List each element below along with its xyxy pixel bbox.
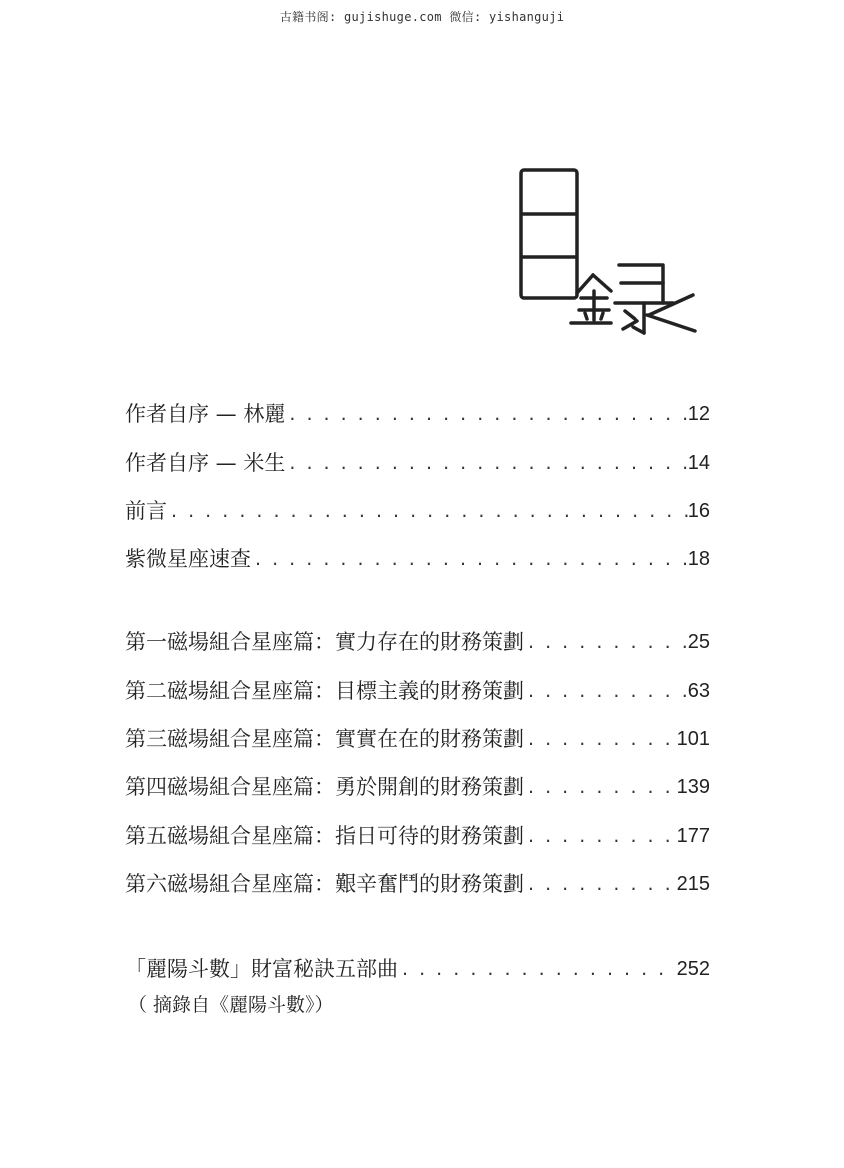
toc-entry-subnote: （ 摘錄自《麗陽斗數》） <box>128 994 334 1016</box>
toc-leader-dots <box>285 449 687 477</box>
toc-entry-title: 紫微星座速查 <box>125 547 251 571</box>
toc-leader-dots <box>524 677 688 705</box>
toc-entry-title: 第一磁場組合星座篇：實力存在的財務策劃 <box>125 630 524 654</box>
toc-leader-dots <box>167 497 688 525</box>
heading-char-lu <box>571 265 695 333</box>
toc-leader-dots <box>524 725 677 753</box>
contents-heading <box>515 165 705 335</box>
toc-entry-title: 作者自序 — 林麗 <box>125 402 286 426</box>
toc-leader-dots <box>251 545 688 573</box>
toc-page-number: 177 <box>676 825 710 847</box>
toc-entry[interactable] <box>125 769 710 801</box>
toc-leader-dots <box>524 628 688 656</box>
toc-leader-dots <box>524 822 677 850</box>
toc-entry-title: 「麗陽斗數」財富秘訣五部曲 <box>125 957 398 981</box>
toc-entry-title: 第三磁場組合星座篇：實實在在的財務策劃 <box>125 727 524 751</box>
toc-entry-title: 第六磁場組合星座篇：艱辛奮鬥的財務策劃 <box>125 872 524 896</box>
toc-entry[interactable] <box>125 673 710 705</box>
toc-entry[interactable] <box>125 866 710 898</box>
toc-page-number: 18 <box>687 548 710 570</box>
toc-page-number: 139 <box>676 776 710 798</box>
toc-entry-title: 第二磁場組合星座篇：目標主義的財務策劃 <box>125 679 524 703</box>
toc-leader-dots <box>398 955 677 983</box>
watermark: 古籍书阁: gujishuge.com 微信: yishanguji <box>279 10 565 24</box>
toc-entry[interactable] <box>125 951 710 983</box>
toc-entry-title: 前言 <box>125 499 167 523</box>
toc-page-number: 101 <box>676 728 710 750</box>
toc-entry[interactable] <box>125 445 710 477</box>
toc-entry[interactable] <box>125 396 710 428</box>
toc-leader-dots <box>524 870 677 898</box>
toc-entry[interactable] <box>125 541 710 573</box>
toc-entry[interactable] <box>125 624 710 656</box>
toc-page-number: 12 <box>687 403 710 425</box>
toc-entry[interactable] <box>125 721 710 753</box>
toc-entry-title: 第五磁場組合星座篇：指日可待的財務策劃 <box>125 824 524 848</box>
toc-page-number: 25 <box>687 631 710 653</box>
toc-page-number: 252 <box>676 958 710 980</box>
heading-char-mu <box>521 170 577 298</box>
toc-page-number: 215 <box>676 873 710 895</box>
toc-entry-title: 第四磁場組合星座篇：勇於開創的財務策劃 <box>125 775 524 799</box>
toc-entry[interactable] <box>125 493 710 525</box>
toc-leader-dots <box>285 400 687 428</box>
toc-leader-dots <box>524 773 677 801</box>
toc-page-number: 63 <box>687 680 710 702</box>
toc-page-number: 14 <box>687 452 710 474</box>
toc-entry[interactable] <box>125 818 710 850</box>
toc-entry-title: 作者自序 — 米生 <box>125 451 286 475</box>
toc-page-number: 16 <box>687 500 710 522</box>
